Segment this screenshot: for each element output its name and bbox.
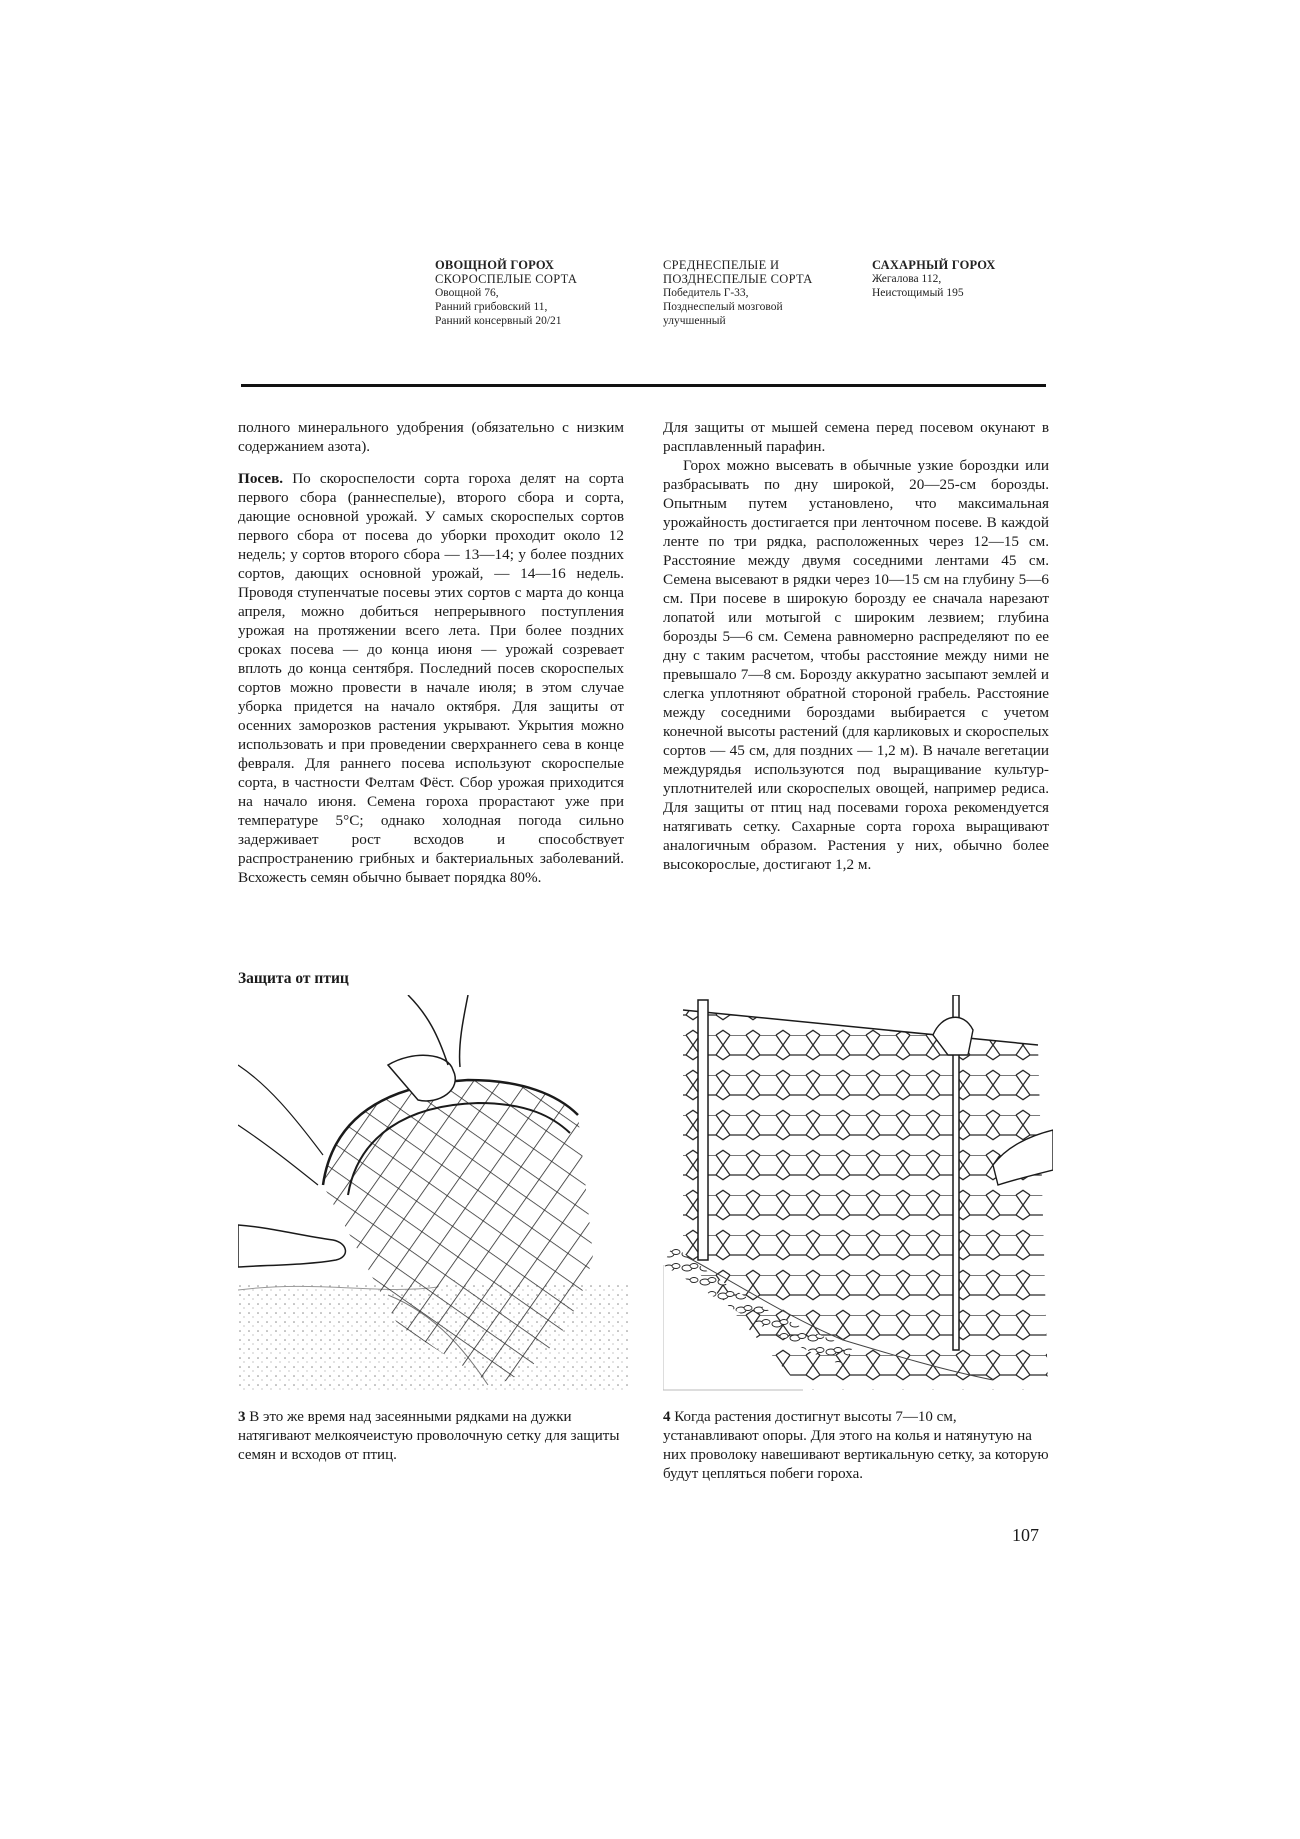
page-number: 107 — [1012, 1525, 1039, 1545]
variety-item: Жегалова 112, — [872, 273, 942, 285]
figure-3-caption — [238, 1408, 628, 1465]
right-paragraph-1: Для защиты от мышей семена перед посевом окунают в расплавленный парафин. — [663, 419, 1049, 455]
left-paragraph-1: полного минерального удобрения (обязательно с низким содержанием азота). — [238, 419, 624, 455]
figure-4-text: Когда растения достигнут высоты 7—10 см, устанавливают опоры. Для этого на колья и натянутую на них проволоку навешивают вертикальную сетку, за которую будут цепляться побеги гороха. — [663, 1409, 1049, 1482]
sowing-text: По скороспелости сорта гороха делят на сорта первого сбора (раннеспелые), второго сбора и сорта, дающие основной урожай. У самых скороспелых сортов первого сбора от посева до уборки проходит около 12 недель; у сортов второго сбора — 13—14; у более поздних сортов, дающих основной урожай, — 14—16 недель. Проводя ступенчатые посевы этих сортов с марта до конца апреля, можно добиться непрерывного поступления урожая на протяжении всего лета. При более поздних сроках посева — до конца июня — урожай созревает вплоть до конца сентября. Последний посев скороспелых сортов можно провести в начале июля; в этом случае уборка придется на начало октября. Для защиты от осенних заморозков растения укрывают. Укрытия можно использовать и при проведении сверхраннего сева в конце февраля. Для раннего посева используют скороспелые сорта, в частности Фелтам Фёст. Сбор урожая приходится на начало июня. Семена гороха прорастают уже при температуре 5°С; однако холодная погода сильно задерживает рост всходов и способствует распространению грибных и бактериальных заболеваний. Всхожесть семян обычно бывает порядка 80%. — [238, 470, 625, 886]
variety-item: Неистощимый 195 — [872, 287, 964, 299]
header-rule — [241, 384, 1046, 387]
left-column — [238, 418, 624, 887]
varieties-early-title: ОВОЩНОЙ ГОРОХ — [435, 258, 555, 272]
varieties-sugar-title: САХАРНЫЙ ГОРОХ — [872, 258, 996, 272]
variety-item: Победитель Г-33, — [663, 287, 749, 299]
variety-item: Позднеспелый мозговой — [663, 301, 783, 313]
figure-3-illustration — [238, 995, 630, 1390]
figure-4-number: 4 — [663, 1409, 671, 1425]
varieties-mid-late — [663, 258, 863, 328]
figure-3-number: 3 — [238, 1409, 246, 1425]
variety-item: Ранний консервный 20/21 — [435, 315, 562, 327]
varieties-mid-subtitle: ПОЗДНЕСПЕЛЫЕ СОРТА — [663, 272, 813, 286]
right-column — [663, 418, 1049, 874]
varieties-mid-title: СРЕДНЕСПЕЛЫЕ И — [663, 258, 780, 272]
figure-4-caption — [663, 1408, 1053, 1484]
variety-item: улучшенный — [663, 315, 726, 327]
section-heading: Защита от птиц — [238, 970, 349, 987]
variety-item: Овощной 76, — [435, 287, 499, 299]
varieties-sugar — [872, 258, 1052, 300]
variety-item: Ранний грибовский 11, — [435, 301, 548, 313]
varieties-early — [435, 258, 635, 328]
figure-4-illustration — [663, 995, 1053, 1395]
right-paragraph-2: Горох можно высевать в обычные узкие бороздки или разбрасывать по дну широкой, 20—25-см борозды. Опытным путем установлено, что максимальная урожайность достигается при ленточном посеве. В каждой ленте по три рядка, расположенных через 12—15 см. Расстояние между двумя соседними лентами 45 см. Семена высевают в рядки через 10—15 см на глубину 5—6 см. При посеве в широкую борозду ее сначала нарезают лопатой или мотыгой с широким лезвием; глубина борозды 5—6 см. Семена равномерно распределяют по ее дну с таким расчетом, чтобы расстояние между ними не превышало 7—8 см. Борозду аккуратно засыпают землей и слегка уплотняют обратной стороной грабель. Расстояние между соседними бороздами выбирается с учетом конечной высоты растений (для карликовых и скороспелых сортов — 45 см, для поздних — 1,2 м). В начале вегетации междурядья используются под выращивание культур-уплотнителей или скороспелых овощей, например редиса. Для защиты от птиц над посевами гороха рекомендуется натягивать сетку. Сахарные сорта гороха выращивают аналогичным образом. Растения у них, обычно более высокорослые, достигают 1,2 м. — [663, 457, 1049, 873]
figure-3-text: В это же время над засеянными рядками на дужки натягивают мелкоячеистую проволочную сетку для защиты семян и всходов от птиц. — [238, 1409, 620, 1463]
left-paragraph-2 — [238, 469, 624, 887]
sowing-lead: Посев. — [238, 470, 284, 487]
varieties-early-subtitle: СКОРОСПЕЛЫЕ СОРТА — [435, 272, 578, 286]
